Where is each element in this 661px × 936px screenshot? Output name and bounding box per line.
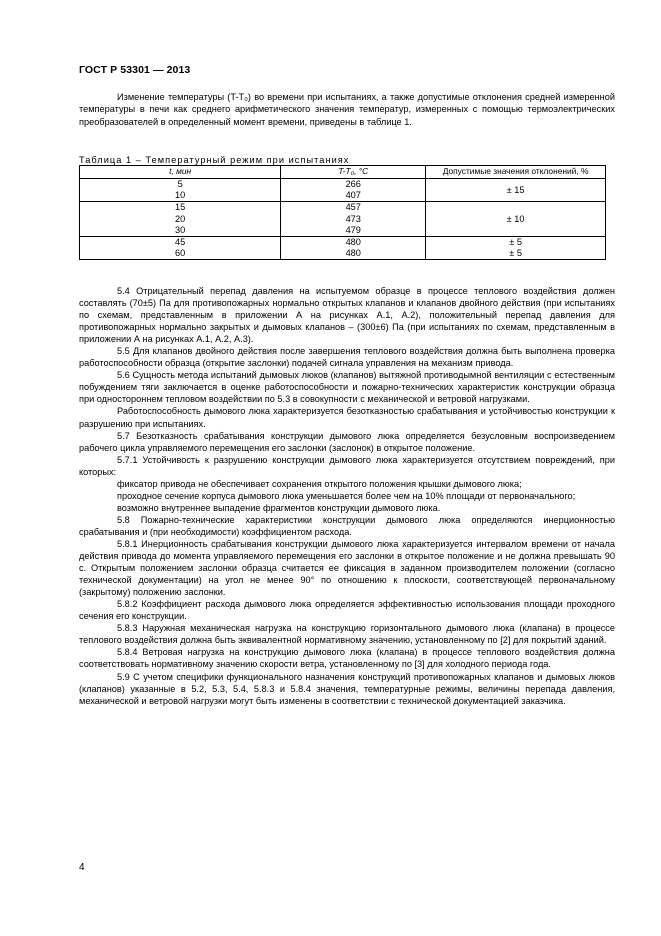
intro-block — [79, 91, 615, 128]
page-number: 4 — [79, 862, 85, 873]
col-header-temp: T-T₀, °С — [281, 166, 426, 179]
paragraph: 5.8.3 Наружная механическая нагрузка на конструкцию горизонтального дымового люка (клапана) в процессе теплового воздействия должна быть эквивалентной нормативному значению, установленному по [2] для покрытий зданий. — [79, 623, 615, 646]
list-item: возможно внутреннее выпадение фрагментов конструкции дымового люка. — [117, 502, 441, 513]
paragraph: 5.7 Безотказность срабатывания конструкции дымового люка определяется безусловным воспроизведением рабочего цикла управляемого перемещения его заслонки (заслонок) в открытое положение. — [79, 430, 615, 453]
cell-temps: 266 407 — [281, 179, 426, 202]
cell-deviation: ± 5 ± 5 — [426, 237, 606, 260]
table-row — [80, 179, 606, 202]
paragraph: 5.8.1 Инерционность срабатывания конструкции дымового люка характеризуется интервалом времени от начала действия привода до момента управляемого перемещения его заслонки в открытое положение и не должна превышать 90 с. Открытым положением заслонки образца считается ее фиксация в заданном производителем положении (согласно технической документации) на угол не менее 90° по отношению к плоскости, соответствующей первоначальному (закрытому) положению заслонки. — [79, 538, 615, 598]
col-header-deviation: Допустимые значения отклонений, % — [426, 166, 606, 179]
cell-deviation: ± 10 — [426, 202, 606, 237]
list-item: проходное сечение корпуса дымового люка уменьшается более чем на 10% площади от первоначального; — [117, 490, 576, 501]
list-item: фиксатор привода не обеспечивает сохранения открытого положения крышки дымового люка; — [117, 478, 522, 489]
paragraph: 5.7.1 Устойчивость к разрушению конструкции дымового люка характеризуется отсутствием повреждений, при которых: — [79, 454, 615, 477]
col-header-time: t, мин — [80, 166, 281, 179]
cell-times: 15 20 30 — [80, 202, 281, 237]
paragraph: 5.8.2 Коэффициент расхода дымового люка определяется эффективностью использования площади проходного сечения его конструкции. — [79, 599, 615, 622]
paragraph: 5.8.4 Ветровая нагрузка на конструкцию дымового люка (клапана) в процессе теплового воздействия должна соответствовать нормативному значению скорости ветра, установленному по [3] для холодного периода года. — [79, 647, 615, 670]
cell-deviation: ± 15 — [426, 179, 606, 202]
temperature-table — [79, 165, 606, 260]
paragraph: Работоспособность дымового люка характеризуется безотказностью срабатывания и устойчивостью конструкции к разрушению при испытаниях. — [79, 406, 615, 429]
cell-times: 45 60 — [80, 237, 281, 260]
paragraph: 5.5 Для клапанов двойного действия после завершения теплового воздействия должна быть выполнена проверка работоспособности образца (открытие заслонки) подачей сигнала управления на механизм привода. — [79, 346, 615, 369]
intro-paragraph: Изменение температуры (T-T₀) во времени при испытаниях, а также допустимые отклонения средней измеренной температуры в печи как среднего арифметического значения температур, измеренных с помощью термоэлектрических преобразователей в определенный момент времени, приведены в таблице 1. — [79, 92, 615, 127]
table-header-row — [80, 166, 606, 179]
cell-temps: 457 473 479 — [281, 202, 426, 237]
table-caption: Таблица 1 – Температурный режим при испытаниях — [79, 155, 350, 165]
document-header: ГОСТ Р 53301 — 2013 — [79, 64, 191, 76]
table-row — [80, 237, 606, 260]
table-row — [80, 202, 606, 237]
cell-temps: 480 480 — [281, 237, 426, 260]
paragraph: 5.4 Отрицательный перепад давления на испытуемом образце в процессе теплового воздействия должен составлять (70±5) Па для противопожарных нормально открытых клапанов и клапанов двойного действия (при испытаниях по схемам, представленным в приложении А на рисунках А.1, А.2), положительный перепад давления для противопожарных нормально закрытых и дымовых клапанов – (300±6) Па (при испытаниях по схемам, представленным в приложении А на рисунках А.1, А.2, А.3). — [79, 286, 615, 345]
paragraph: 5.9 С учетом специфики функционального назначения конструкций противопожарных клапанов и дымовых люков (клапанов) указанные в 5.2, 5.3, 5.4, 5.8.3 и 5.8.4 значения, температурные режимы, величины перепада давления, механической и ветровой нагрузки могут быть изменены в соответствии с технической документацией заказчика. — [79, 671, 615, 706]
paragraph: 5.8 Пожарно-технические характеристики конструкции дымового люка определяются инерционностью срабатывания и (при необходимости) коэффициентом расхода. — [79, 514, 615, 537]
paragraph: 5.6 Сущность метода испытаний дымовых люков (клапанов) вытяжной противодымной вентиляции с естественным побуждением тяги заключается в оценке работоспособности и пожарно-технических характеристик конструкции образца при одностороннем тепловом воздействии по 5.3 в совокупности с механической и ветровой нагрузками. — [79, 370, 615, 405]
cell-times: 5 10 — [80, 179, 281, 202]
main-text — [79, 285, 615, 707]
